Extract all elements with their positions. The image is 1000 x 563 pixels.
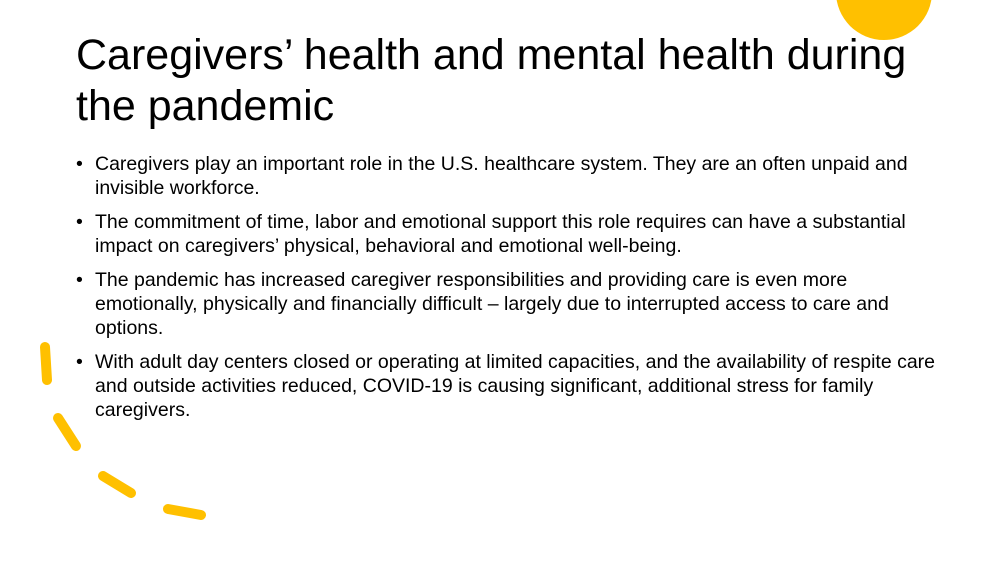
bullet-text: The commitment of time, labor and emotional support this role requires can have a substantial impact on caregivers’ physical, behavioral and emotional well-being.: [95, 211, 906, 257]
bullet-marker: •: [76, 269, 83, 291]
arc-dash: [168, 509, 201, 515]
bullet-item: [76, 350, 936, 422]
bullet-marker: •: [76, 153, 83, 175]
slide-title: Caregivers’ health and mental health during the pandemic: [76, 31, 907, 130]
arc-dash: [58, 418, 76, 446]
bullet-text: The pandemic has increased caregiver responsibilities and providing care is even more emotionally, physically and financially difficult – largely due to interrupted access to care and options.: [95, 269, 889, 339]
bullet-item: [76, 152, 936, 200]
bullet-list: [76, 152, 936, 432]
arc-dash: [103, 476, 131, 493]
bullet-text: Caregivers play an important role in the U.S. healthcare system. They are an often unpaid and invisible workforce.: [95, 153, 908, 199]
bullet-marker: •: [76, 211, 83, 233]
bullet-item: [76, 268, 936, 340]
bullet-text: With adult day centers closed or operating at limited capacities, and the availability of respite care and outside activities reduced, COVID-19 is causing significant, additional stress for family caregivers.: [95, 351, 936, 421]
arc-dash: [45, 347, 47, 380]
bullet-marker: •: [76, 351, 83, 373]
bullet-item: [76, 210, 936, 258]
